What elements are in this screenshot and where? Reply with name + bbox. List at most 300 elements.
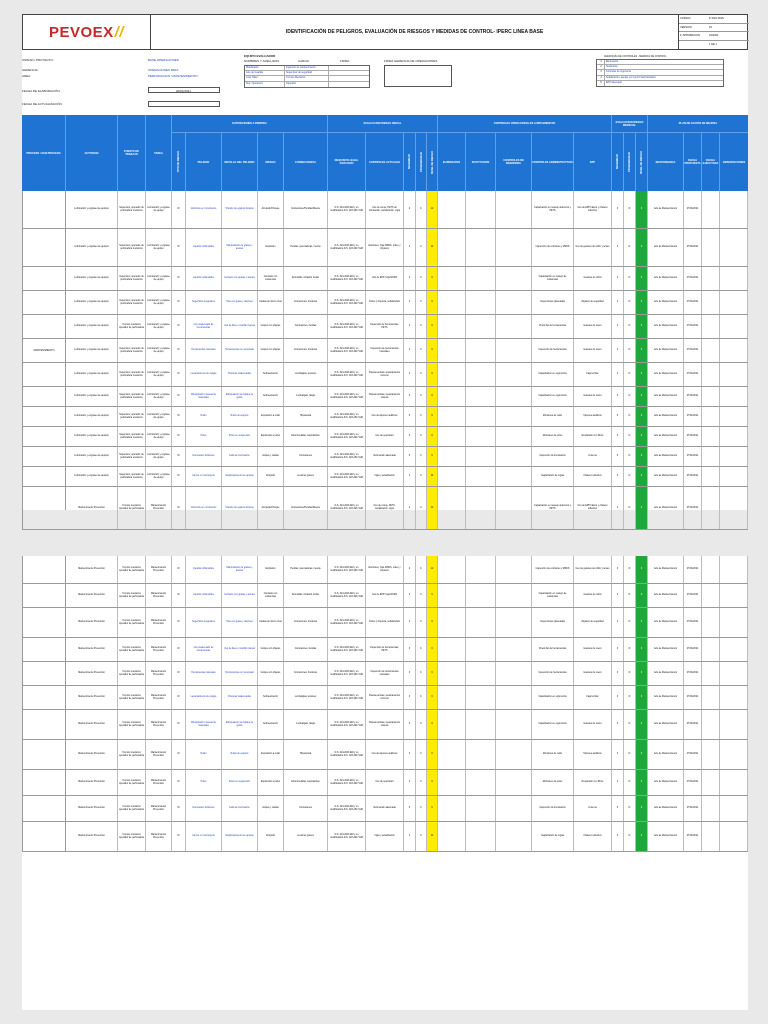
cell-fecha: 27/01/2021 <box>684 467 702 486</box>
cell-n: 9 <box>427 584 438 607</box>
cell-fecha: 27/01/2021 <box>684 267 702 290</box>
cell-p: C <box>416 686 427 709</box>
cell-peligro: Uso inadecuado de herramientas <box>186 638 222 661</box>
cell-p: C <box>416 710 427 739</box>
cell-n: 9 <box>427 770 438 795</box>
cell-sust <box>466 267 496 290</box>
cell-sust <box>466 608 496 637</box>
cell-rn: 6 <box>636 387 648 406</box>
cell-rp: D <box>624 608 636 637</box>
cell-ctrl: Uso de EPP, hoja MSDS <box>366 267 404 290</box>
cell-tipo: M <box>172 387 186 406</box>
col-fecha-ejecutada: FECHA EJECUTADA <box>702 133 720 191</box>
equipo-label: EQUIPO EVALUADOR <box>244 54 276 58</box>
cell-rp: D <box>624 339 636 362</box>
cell-epp: Guantes de cuero <box>574 662 612 685</box>
cell-riesgo: Sobreesfuerzo <box>258 686 284 709</box>
cell-elim <box>438 822 466 851</box>
cell-epp: Faja lumbar <box>574 363 612 386</box>
table-row <box>22 291 748 315</box>
team-table: Planificador Ingeniero de mantenimiento Jefe de Guardia Supervisor de seguridad Líder Taller Técnico Mecánico Sup. Operación Operador <box>244 65 370 88</box>
cell-puesto: Técnico mecánico operador de perforadora <box>118 796 146 821</box>
cell-elim <box>438 339 466 362</box>
col-fecha-propuesta: FECHA PROPUESTA <box>684 133 702 191</box>
cell-tarea: Mantenimiento Preventivo <box>146 686 172 709</box>
cell-peligro: Carros en movimiento <box>186 822 222 851</box>
cell-detalle: Manipulación de baldes de grasa <box>222 387 258 406</box>
cell-rp: D <box>624 427 636 446</box>
cell-p: C <box>416 770 427 795</box>
cell-sust <box>466 191 496 228</box>
col-puesto: PUESTO DE TRABAJO <box>118 115 146 191</box>
cell-puesto: Supervisor, operador de perforadora mecánico <box>118 387 146 406</box>
cell-s: 3 <box>404 267 416 290</box>
cell-fej <box>702 191 720 228</box>
cell-peligro: Herramientas manuales <box>186 339 222 362</box>
cell-sust <box>466 229 496 266</box>
cell-riesgo: Sobreesfuerzo <box>258 387 284 406</box>
cell-p: C <box>416 267 427 290</box>
cell-ctrl: Uso de respirador <box>366 770 404 795</box>
cell-act: Lubricación y engrase de equipos <box>66 339 118 362</box>
cell-rp: D <box>624 315 636 338</box>
cell-detalle: Ruido de equipos <box>222 407 258 426</box>
cell-tipo: M <box>172 467 186 486</box>
meta-pagina: 1 DE 1 <box>709 43 717 47</box>
cell-fej <box>702 407 720 426</box>
col-riesgo: RIESGO <box>258 133 284 191</box>
cell-req: D.S. 024-2016 EM y su modificatoria D.S. 023-2017 EM <box>328 686 366 709</box>
cell-ing <box>496 229 532 266</box>
meta-version: VERSION 01 <box>679 24 749 33</box>
cell-fej <box>702 315 720 338</box>
cell-act: Mantenimiento Preventivo <box>66 487 118 529</box>
cell-cons: Contusiones <box>284 447 328 466</box>
cell-req: D.S. 024-2016 EM y su modificatoria D.S. 023-2017 EM <box>328 556 366 583</box>
cell-rn: 6 <box>636 407 648 426</box>
cell-act: Mantenimiento Preventivo <box>66 740 118 769</box>
cell-peligro: Ruido <box>186 740 222 769</box>
document-title: IDENTIFICACIÓN DE PELIGROS, EVALUACIÓN DE RIESGOS Y MEDIDAS DE CONTROL- IPERC LINEA BASE <box>151 15 679 49</box>
cell-ctrl: Pausas activas, levantamiento correcto <box>366 686 404 709</box>
cell-adm: Inspecciones planeadas <box>532 291 574 314</box>
cell-detalle: Polvo en suspensión <box>222 770 258 795</box>
cell-elim <box>438 387 466 406</box>
cell-puesto: Técnico mecánico operador de perforadora <box>118 638 146 661</box>
cell-adm: Check list de herramientas <box>532 638 574 661</box>
cell-fej <box>702 770 720 795</box>
cell-p: C <box>416 487 427 529</box>
cell-fecha: 27/01/2021 <box>684 796 702 821</box>
cell-req: D.S. 024-2016 EM y su modificatoria D.S. 023-2017 EM <box>328 638 366 661</box>
cell-ctrl: Pausas activas, levantamiento manual <box>366 710 404 739</box>
cell-detalle: Desplazamiento de equipos <box>222 822 258 851</box>
cell-req: D.S. 024-2016 EM y su modificatoria D.S. 023-2017 EM <box>328 710 366 739</box>
cell-rp: D <box>624 686 636 709</box>
cell-rs: 3 <box>612 267 624 290</box>
cell-fecha: 27/01/2021 <box>684 686 702 709</box>
cell-puesto: Técnico mecánico operador de perforadora <box>118 487 146 529</box>
cell-tipo: M <box>172 770 186 795</box>
cell-rn: 6 <box>636 822 648 851</box>
cell-s: 3 <box>404 427 416 446</box>
cell-riesgo: Exposición a polvo <box>258 427 284 446</box>
cell-ing <box>496 686 532 709</box>
cell-tipo: M <box>172 447 186 466</box>
cell-fej <box>702 387 720 406</box>
document-header <box>22 14 748 50</box>
cell-puesto: Técnico mecánico operador de perforadora <box>118 770 146 795</box>
cell-n: 9 <box>427 608 438 637</box>
cell-p: C <box>416 191 427 228</box>
cell-s: 3 <box>404 662 416 685</box>
cell-ctrl: Inspección de herramientas, PETS <box>366 315 404 338</box>
cell-fej <box>702 556 720 583</box>
cell-cons: Contusiones, fracturas <box>284 339 328 362</box>
cell-puesto: Supervisor, operador de perforadora mecánico <box>118 447 146 466</box>
cell-ctrl: Uso de conos, PETS de lubricación, señalización, vigía <box>366 191 404 228</box>
cell-puesto: Supervisor, operador de perforadora mecánico <box>118 363 146 386</box>
cell-rn: 6 <box>636 339 648 362</box>
cell-fecha: 27/01/2021 <box>684 315 702 338</box>
cell-peligro: Levantamiento de cargas <box>186 686 222 709</box>
cell-sust <box>466 796 496 821</box>
cell-ctrl: Extintores, hoja MSDS, orden y limpieza <box>366 556 404 583</box>
cell-act: Mantenimiento Preventivo <box>66 556 118 583</box>
cell-rp: D <box>624 584 636 607</box>
cell-adm: Capacitación en ergonomía <box>532 387 574 406</box>
cell-fecha: 27/01/2021 <box>684 447 702 466</box>
cell-s: 3 <box>404 291 416 314</box>
cell-resp: Jefe de Mantenimiento <box>648 556 684 583</box>
cell-resp: Jefe de Mantenimiento <box>648 407 684 426</box>
cell-tarea: Lubricación y engrase de equipo <box>146 427 172 446</box>
table-row <box>22 556 748 584</box>
table-row <box>22 822 748 852</box>
cell-tipo: M <box>172 407 186 426</box>
cell-ing <box>496 822 532 851</box>
cell-act: Lubricación y engrase de equipos <box>66 387 118 406</box>
cell-obs <box>720 740 748 769</box>
cell-act: Lubricación y engrase de equipos <box>66 447 118 466</box>
cell-cons: Contusiones, fracturas <box>284 291 328 314</box>
cell-cons: Hipoacusia <box>284 407 328 426</box>
cell-req: D.S. 024-2016 EM y su modificatoria D.S. 023-2017 EM <box>328 387 366 406</box>
cell-ctrl: Orden y limpieza, señalización <box>366 608 404 637</box>
cell-s: 2 <box>404 229 416 266</box>
cell-epp: Guantes de cuero <box>574 339 612 362</box>
cell-rn: 6 <box>636 662 648 685</box>
cell-s: 3 <box>404 740 416 769</box>
cell-adm: Monitoreo de polvo <box>532 427 574 446</box>
cell-req: D.S. 024-2016 EM y su modificatoria D.S. 023-2017 EM <box>328 584 366 607</box>
col-severidad: SEVERIDAD <box>404 133 416 191</box>
cell-fecha: 27/01/2021 <box>684 662 702 685</box>
cell-peligro: Vehículos en movimiento <box>186 487 222 529</box>
cell-n: 9 <box>427 339 438 362</box>
table-row <box>22 191 748 229</box>
cell-adm: Capacitación en manejo de sustancias <box>532 267 574 290</box>
cell-ctrl: Iluminación adecuada <box>366 447 404 466</box>
cell-rp: D <box>624 638 636 661</box>
cell-p: C <box>416 608 427 637</box>
cell-ing <box>496 638 532 661</box>
col-actividad: ACTIVIDAD <box>66 115 118 191</box>
cell-fecha: 27/01/2021 <box>684 291 702 314</box>
col-peligro: PELIGRO <box>186 133 222 191</box>
cell-act: Lubricación y engrase de equipos <box>66 315 118 338</box>
col-tipo: TIPO DE RIESGO <box>172 133 186 191</box>
cell-tipo: M <box>172 740 186 769</box>
cell-act: Mantenimiento Preventivo <box>66 584 118 607</box>
col-tarea: TAREA <box>146 115 172 191</box>
cell-elim <box>438 608 466 637</box>
cell-ctrl: Pausas activas, levantamiento correcto <box>366 363 404 386</box>
cell-elim <box>438 315 466 338</box>
equipo-sub: NOMBRES Y APELLIDOS <box>244 59 280 63</box>
cell-riesgo: Exposición a ruido <box>258 740 284 769</box>
cell-cons: Contusiones/Heridas/Muerte <box>284 487 328 529</box>
cell-peligro: Manipulación manual de materiales <box>186 387 222 406</box>
cell-act: Lubricación y engrase de equipos <box>66 267 118 290</box>
cell-rp: D <box>624 467 636 486</box>
cell-cons: Lesiones graves <box>284 822 328 851</box>
table-row <box>22 662 748 686</box>
cell-elim <box>438 584 466 607</box>
cell-s: 3 <box>404 584 416 607</box>
cell-act: Mantenimiento Preventivo <box>66 710 118 739</box>
cell-rs: 3 <box>612 487 624 529</box>
cell-tarea: Lubricación y engrase de equipo <box>146 407 172 426</box>
cell-riesgo: Golpes con objetos <box>258 638 284 661</box>
cell-tipo: M <box>172 608 186 637</box>
cell-rp: D <box>624 407 636 426</box>
cell-obs <box>720 796 748 821</box>
cell-rn: 6 <box>636 740 648 769</box>
cell-peligro: Polvo <box>186 427 222 446</box>
cell-ing <box>496 315 532 338</box>
cell-tarea: Lubricación y engrase de equipo <box>146 229 172 266</box>
cell-tipo: M <box>172 686 186 709</box>
cell-peligro: Polvo <box>186 770 222 795</box>
cell-obs <box>720 487 748 529</box>
table-row <box>22 427 748 447</box>
cell-tipo: M <box>172 291 186 314</box>
cell-tarea: Lubricación y engrase de equipo <box>146 387 172 406</box>
cell-epp: Linterna <box>574 796 612 821</box>
cell-cons: Dermatitis, irritación ocular <box>284 267 328 290</box>
cell-obs <box>720 315 748 338</box>
table-row <box>22 740 748 770</box>
cell-rp: D <box>624 267 636 290</box>
cell-puesto: Técnico mecánico operador de perforadora <box>118 710 146 739</box>
cell-tarea: Lubricación y engrase de equipo <box>146 291 172 314</box>
cell-rp: D <box>624 662 636 685</box>
cell-sust <box>466 363 496 386</box>
cell-tarea: Mantenimiento Preventivo <box>146 770 172 795</box>
cell-ing <box>496 387 532 406</box>
cell-puesto: Técnico mecánico operador de perforadora <box>118 608 146 637</box>
cell-fecha: 27/01/2021 <box>684 822 702 851</box>
cell-elim <box>438 267 466 290</box>
cell-fecha: 27/01/2021 <box>684 387 702 406</box>
cell-sust <box>466 822 496 851</box>
cell-detalle: Manipulación de grasas y aceites <box>222 556 258 583</box>
cell-resp: Jefe de Mantenimiento <box>648 584 684 607</box>
cell-ing <box>496 584 532 607</box>
cell-obs <box>720 608 748 637</box>
cell-riesgo: Explosión <box>258 556 284 583</box>
cell-peligro: Carros en movimiento <box>186 467 222 486</box>
cell-rn: 6 <box>636 686 648 709</box>
cell-puesto: Supervisor, operador de perforadora mecánico <box>118 467 146 486</box>
cell-p: C <box>416 407 427 426</box>
cell-s: 3 <box>404 407 416 426</box>
unidad-value: BASE OPERACIONES <box>148 58 179 62</box>
cell-p: C <box>416 662 427 685</box>
cell-rp: D <box>624 487 636 529</box>
cell-n: 12 <box>427 229 438 266</box>
cell-rp: D <box>624 822 636 851</box>
cell-resp: Jefe de Mantenimiento <box>648 191 684 228</box>
cell-tarea: Mantenimiento Preventivo <box>146 608 172 637</box>
cell-resp: Jefe de Mantenimiento <box>648 387 684 406</box>
firma-gerencia-label: FIRMA GERENCIA DE OPERACIONES <box>384 59 438 63</box>
table-row <box>22 267 748 291</box>
cell-tarea: Mantenimiento Preventivo <box>146 584 172 607</box>
cell-puesto: Técnico mecánico operador de perforadora <box>118 556 146 583</box>
cell-adm: Capacitación en ergonomía <box>532 710 574 739</box>
cell-rs: 3 <box>612 229 624 266</box>
cell-epp: Chaleco reflectivo <box>574 467 612 486</box>
cell-resp: Jefe de Mantenimiento <box>648 608 684 637</box>
cell-obs <box>720 822 748 851</box>
cell-obs <box>720 662 748 685</box>
cell-ing <box>496 608 532 637</box>
col-res-probabilidad: PROBABILIDAD <box>624 133 636 191</box>
cell-detalle: Herramientas en mal estado <box>222 339 258 362</box>
cell-fej <box>702 686 720 709</box>
cell-n: 9 <box>427 315 438 338</box>
cell-riesgo: Contacto con sustancias <box>258 584 284 607</box>
col-responsable: RESPONSABLE <box>648 133 684 191</box>
cell-s: 2 <box>404 467 416 486</box>
cell-rn: 6 <box>636 770 648 795</box>
cell-tarea: Mantenimiento Preventivo <box>146 487 172 529</box>
cell-s: 3 <box>404 608 416 637</box>
cell-riesgo: Contacto con sustancias <box>258 267 284 290</box>
cell-epp: Faja lumbar <box>574 686 612 709</box>
cell-epp: Guantes de cuero <box>574 387 612 406</box>
cell-adm: Inspecciones planeadas <box>532 608 574 637</box>
cell-detalle: Manipulación de baldes de grasa <box>222 710 258 739</box>
cell-cons: Contusiones/Heridas/Muerte <box>284 191 328 228</box>
col-ingenieria: CONTROLES DE INGENIERIA <box>496 133 532 191</box>
cell-elim <box>438 638 466 661</box>
cell-tipo: M <box>172 363 186 386</box>
cell-detalle: Ruido de equipos <box>222 740 258 769</box>
cell-rs: 3 <box>612 710 624 739</box>
cell-riesgo: Explosión <box>258 229 284 266</box>
iperc-page-1 <box>22 14 748 510</box>
cell-fej <box>702 487 720 529</box>
cell-epp: Chaleco reflectivo <box>574 822 612 851</box>
cell-tipo: M <box>172 191 186 228</box>
cell-fecha: 27/01/2021 <box>684 229 702 266</box>
cell-s: 3 <box>404 387 416 406</box>
cell-sust <box>466 686 496 709</box>
cell-tarea: Mantenimiento Preventivo <box>146 710 172 739</box>
fecha-elaboracion-value: 20/01/2021 <box>176 89 192 93</box>
cell-ing <box>496 662 532 685</box>
cell-adm: Inspección de herramientas <box>532 662 574 685</box>
col-epp: EPP <box>574 133 612 191</box>
cell-p: C <box>416 363 427 386</box>
cell-sust <box>466 770 496 795</box>
cell-s: 3 <box>404 686 416 709</box>
cell-cons: Contusiones, fracturas <box>284 662 328 685</box>
cell-obs <box>720 710 748 739</box>
cell-ctrl: Uso de conos, PETS, señalización, vigía <box>366 487 404 529</box>
cell-obs <box>720 467 748 486</box>
cell-n: 12 <box>427 822 438 851</box>
cell-p: C <box>416 291 427 314</box>
cell-n: 9 <box>427 686 438 709</box>
col-res-severidad: SEVERIDAD <box>612 133 624 191</box>
cell-tarea: Mantenimiento Preventivo <box>146 662 172 685</box>
cell-ing <box>496 487 532 529</box>
cell-detalle: Tránsito de equipos livianos <box>222 191 258 228</box>
cell-act: Mantenimiento Preventivo <box>66 796 118 821</box>
cell-rp: D <box>624 710 636 739</box>
cell-cons: Lumbalgias, lesiones <box>284 363 328 386</box>
cell-riesgo: Sobreesfuerzo <box>258 710 284 739</box>
cell-resp: Jefe de Mantenimiento <box>648 427 684 446</box>
cell-fecha: 27/01/2021 <box>684 710 702 739</box>
cell-cons: Lumbalgias, fatiga <box>284 710 328 739</box>
cell-rs: 3 <box>612 608 624 637</box>
cell-n: 9 <box>427 407 438 426</box>
cell-rn: 6 <box>636 710 648 739</box>
cell-ing <box>496 291 532 314</box>
cell-sust <box>466 740 496 769</box>
cell-detalle: Contacto con grasas y aceites <box>222 584 258 607</box>
cell-rn: 6 <box>636 447 648 466</box>
cell-fej <box>702 229 720 266</box>
cell-elim <box>438 363 466 386</box>
cell-detalle: Polvo en suspensión <box>222 427 258 446</box>
cell-peligro: Líquidos inflamables <box>186 267 222 290</box>
cell-rn: 6 <box>636 638 648 661</box>
cell-obs <box>720 447 748 466</box>
cell-s: 3 <box>404 710 416 739</box>
cell-elim <box>438 710 466 739</box>
cell-riesgo: Exposición a ruido <box>258 407 284 426</box>
cell-req: D.S. 024-2016 EM y su modificatoria D.S. 023-2017 EM <box>328 291 366 314</box>
cell-p: C <box>416 339 427 362</box>
cell-fej <box>702 291 720 314</box>
gerencia-label: GERENCIA: <box>22 68 39 72</box>
cell-req: D.S. 024-2016 EM y su modificatoria D.S. 023-2017 EM <box>328 447 366 466</box>
cell-ing <box>496 267 532 290</box>
cell-n: 9 <box>427 740 438 769</box>
cell-ing <box>496 770 532 795</box>
cell-puesto: Supervisor, operador de perforadora mecánico <box>118 267 146 290</box>
cell-puesto: Supervisor, operador de perforadora mecánico <box>118 229 146 266</box>
cell-riesgo: Atropello/Choque <box>258 191 284 228</box>
cell-resp: Jefe de Mantenimiento <box>648 710 684 739</box>
cell-tipo: M <box>172 796 186 821</box>
